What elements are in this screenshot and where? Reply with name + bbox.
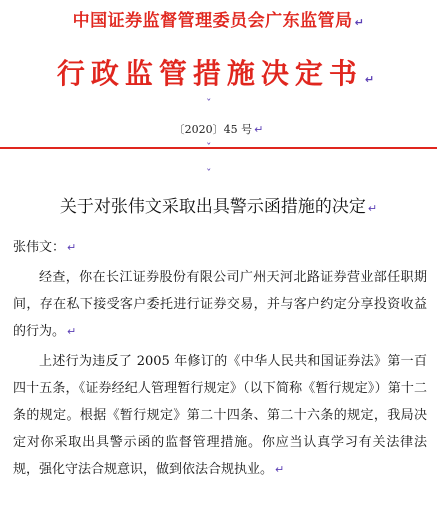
- issuer-header: [0, 6, 437, 31]
- salutation: [13, 236, 76, 255]
- document-number: [0, 121, 437, 137]
- paragraph-return-icon: ↵: [254, 123, 264, 136]
- paragraph-return-icon: ↵: [364, 73, 381, 86]
- body-paragraph-decision: [13, 348, 427, 483]
- document-type-heading: [0, 52, 437, 92]
- paragraph-return-icon: ↵: [67, 325, 77, 338]
- red-separator-line: [0, 147, 437, 149]
- document-type-text: 行政监管措施决定书: [56, 57, 363, 90]
- paragraph-text: 上述行为违反了 2005 年修订的《中华人民共和国证券法》第一百四十五条，《证券经纪人管理暂行规定》（以下简称《暂行规定》）第十二条的规定。根据《暂行规定》第二十四条、第二十六条的规定，我局决定对你采取出具警示函的监督管理措施。你应当认真学习有关法律法规，强化守法合规意识，做到依法合规执业。: [13, 354, 427, 477]
- issuer-name: 中国证券监督管理委员会广东监管局: [72, 11, 353, 31]
- paragraph-text: 经查，你在长江证券股份有限公司广州天河北路证券营业部任职期间，存在私下接受客户委托进行证券交易，并与客户约定分享投资收益的行为。: [13, 270, 427, 339]
- paragraph-return-icon: ↵: [67, 241, 77, 254]
- paragraph-return-icon: ↵: [275, 463, 285, 476]
- empty-paragraph-mark: ˇ: [206, 97, 212, 110]
- salutation-text: 张伟文：: [13, 240, 66, 255]
- document-number-text: 〔2020〕45 号: [173, 123, 253, 136]
- empty-paragraph-mark: ˇ: [206, 141, 212, 154]
- paragraph-return-icon: ↵: [367, 202, 378, 215]
- empty-paragraph-mark: ˇ: [206, 167, 212, 180]
- paragraph-return-icon: ↵: [354, 16, 365, 29]
- body-paragraph-findings: [13, 264, 427, 345]
- decision-title: [0, 192, 437, 217]
- decision-title-text: 关于对张伟文采取出具警示函措施的决定: [59, 197, 366, 217]
